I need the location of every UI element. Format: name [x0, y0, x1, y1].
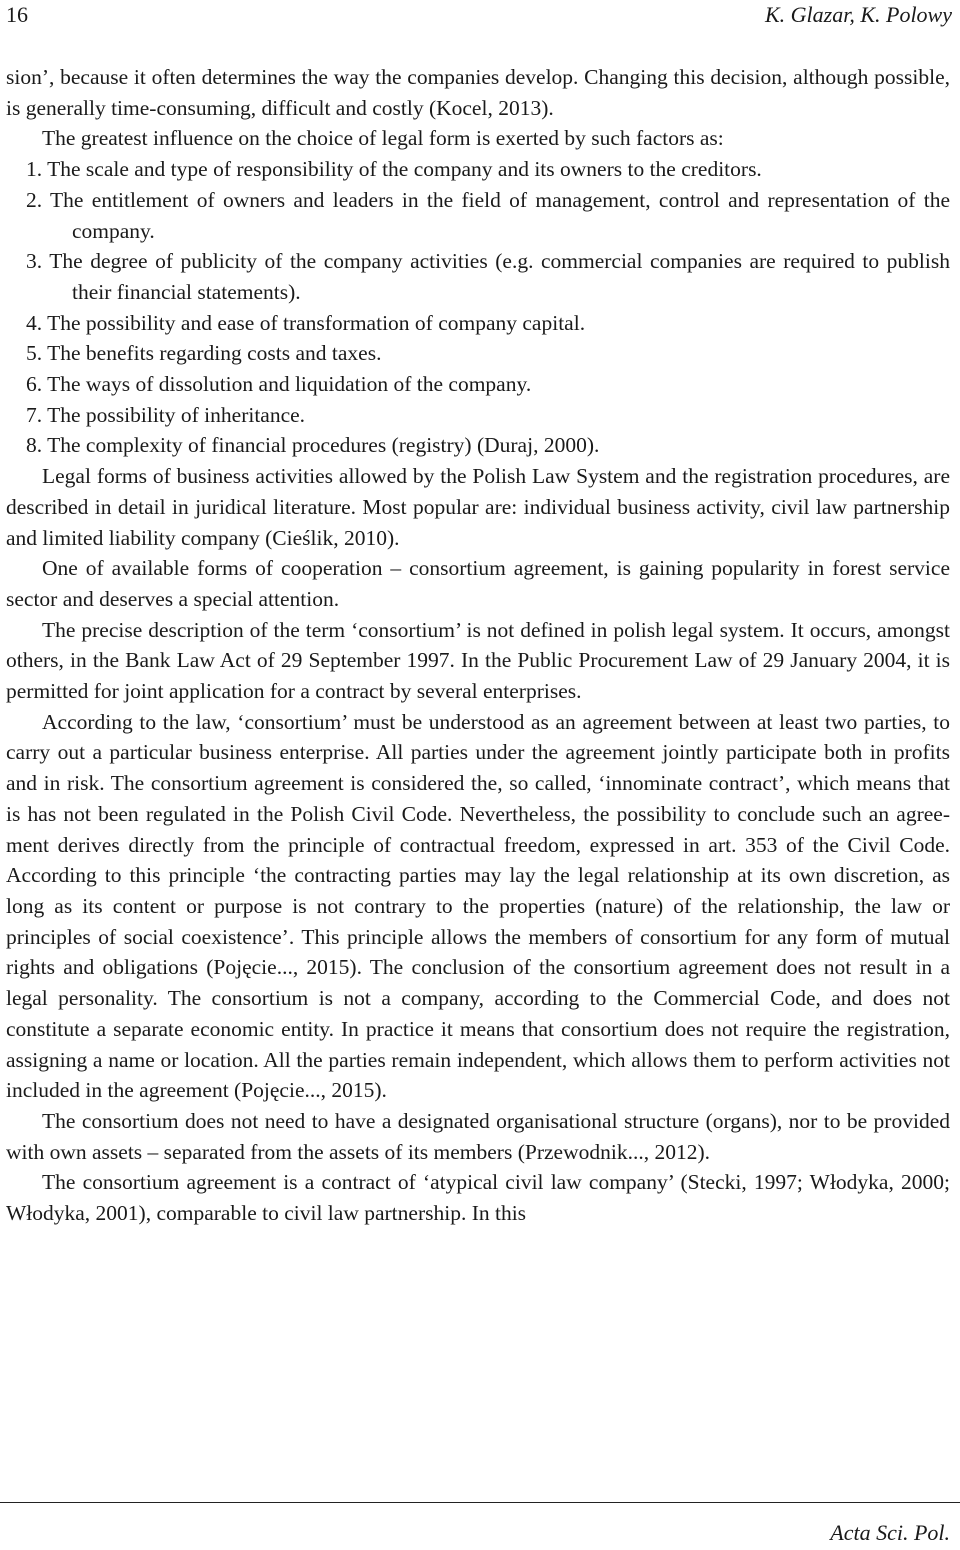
paragraph-cooperation: One of available forms of cooperation – consortium agreement, is gaining popularity in forest service sector and deserves a special attention.: [6, 556, 950, 611]
list-item-text: The possibility of inheritance.: [47, 402, 306, 427]
list-item: [6, 246, 950, 307]
list-item: [6, 154, 950, 185]
list-item: [6, 430, 950, 461]
paragraph-atypical: The consortium agreement is a contract of ‘atypical civil law company’ (Stecki, 1997; Włodyka, 2000; Włodyka, 2001), comparable to civil law partnership. In this: [6, 1170, 950, 1226]
list-item-text: The ways of dissolution and liquidation of the company.: [47, 372, 532, 397]
list-item-number: 2.: [26, 187, 43, 212]
list-item: [6, 369, 950, 400]
list-item-text: The complexity of financial procedures (registry) (Duraj, 2000).: [47, 433, 600, 458]
list-item-number: 1.: [26, 157, 43, 182]
paragraph-law: According to the law, ‘consortium’ must be understood as an agreement between at least two parties, to carry out a particular business enterprise. All parties under the agreement jointly participate both in profits and in risk. The consortium agreement is considered the, so called, ‘innominate contract’, which means that is has not been regulated in the Polish Civil Code. Nevertheless, the possibility to conclude such an agreement derives directly from the principle of contractual freedom, expressed in art. 353 of the Civil Code. According to this principle ‘the contracting parties may lay the legal relationship at its own discretion, as long as its content or purpose is not contrary to the properties (nature) of the relationship, the law or principles of social coexistence’. This principle allows the members of consortium for any form of mutual rights and obligations (Pojęcie..., 2015). The conclusion of the consortium agreement does not result in a legal personality. The consortium is not a company, according to the Commercial Code, and does not constitute a separate economic entity. In practice it means that consortium does not require the registration, assigning a name or location. All the parties remain independent, which allows them to perform activities not included in the agreement (Pojęcie..., 2015).: [6, 709, 950, 1103]
list-item: [6, 400, 950, 431]
factors-lead: The greatest influence on the choice of legal form is exerted by such factors as:: [42, 126, 724, 151]
list-item-text: The possibility and ease of transformation of company capital.: [47, 310, 586, 335]
paragraph-structure: The consortium does not need to have a designated organisational structure (organs), nor to be provided with own assets – separated from the assets of its members (Przewodnik..., 2012).: [6, 1108, 950, 1164]
list-item: [6, 308, 950, 339]
page-header: [6, 0, 952, 32]
list-item-number: 5.: [26, 341, 43, 366]
body-text: [6, 62, 950, 1229]
intro-paragraph: sion’, because it often determines the way the companies develop. Changing this decision, although possible, is generally time-consuming, difficult and costly (Kocel, 2013).: [6, 65, 950, 120]
footer-journal: Acta Sci. Pol.: [830, 1520, 950, 1545]
list-item: [6, 185, 950, 246]
list-item-number: 7.: [26, 402, 43, 427]
list-item-text: The degree of publicity of the company activities (e.g. commercial companies are required to publish their financial statements).: [49, 249, 950, 304]
page-number: 16: [6, 2, 28, 27]
list-item-text: The benefits regarding costs and taxes.: [47, 341, 382, 366]
paragraph-legal-forms: Legal forms of business activities allowed by the Polish Law System and the registration procedures, are described in detail in juridical literature. Most popular are: individual business activity, civil law partnership and limited liability company (Cieślik, 2010).: [6, 464, 950, 550]
factors-list: [6, 154, 950, 461]
paragraph-definition: The precise description of the term ‘consortium’ is not defined in polish legal system. It occurs, amongst others, in the Bank Law Act of 29 September 1997. In the Public Procurement Law of 29 January 2004, it is permitted for joint application for a contract by several enterprises.: [6, 617, 950, 704]
list-item-number: 6.: [26, 372, 43, 397]
footer-divider: [0, 1502, 960, 1503]
list-item-number: 8.: [26, 433, 43, 458]
list-item-number: 3.: [26, 249, 43, 274]
list-item-number: 4.: [26, 310, 43, 335]
list-item: [6, 338, 950, 369]
list-item-text: The entitlement of owners and leaders in the field of management, control and representation of the company.: [50, 187, 950, 243]
running-head-authors: K. Glazar, K. Polowy: [764, 2, 952, 27]
list-item-text: The scale and type of responsibility of the company and its owners to the creditors.: [47, 157, 762, 182]
